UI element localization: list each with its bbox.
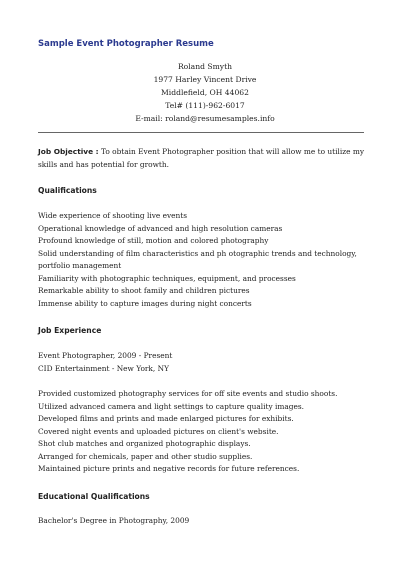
list-item: Immense ability to capture images during night concerts: [38, 298, 252, 308]
qualifications-list: [38, 210, 368, 310]
education-degree: Bachelor's Degree in Photography, 2009: [38, 516, 190, 525]
job-company: CID Entertainment - New York, NY: [38, 363, 169, 373]
job-position: Event Photographer, 2009 - Present: [38, 351, 173, 360]
education-heading: Educational Qualifications: [38, 492, 150, 501]
list-item: Arranged for chemicals, paper and other studio supplies.: [38, 451, 253, 461]
experience-heading: Job Experience: [38, 326, 102, 335]
objective-section: [38, 146, 368, 171]
contact-name: Roland Smyth: [177, 62, 233, 71]
objective-text: To obtain Event Photographer position that will allow me to utilize my skills and has potential for growth.: [38, 147, 365, 169]
list-item: Solid understanding of film characteristics and ph otographic trends and technology, portfolio management: [38, 248, 357, 270]
objective-label: Job Objective :: [38, 147, 99, 156]
header-divider: [38, 132, 364, 133]
list-item: Remarkable ability to shoot family and children pictures: [38, 286, 250, 295]
list-item: Developed films and prints and made enlarged pictures for exhibits.: [38, 414, 294, 423]
list-item: Operational knowledge of advanced and high resolution cameras: [38, 223, 283, 233]
education-block: [38, 515, 368, 528]
experience-duties-list: [38, 388, 368, 476]
list-item: Profound knowledge of still, motion and colored photography: [38, 236, 269, 245]
list-item: Provided customized photography services for off site events and studio shoots.: [38, 389, 338, 398]
contact-email: E-mail: roland@resumesamples.info: [135, 114, 275, 123]
contact-city: Middlefield, OH 44062: [161, 88, 249, 97]
list-item: Covered night events and uploaded pictures on client's website.: [38, 426, 279, 436]
list-item: Shot club matches and organized photographic displays.: [38, 439, 251, 448]
document-title: Sample Event Photographer Resume: [38, 39, 214, 49]
list-item: Familiarity with photographic techniques, equipment, and processes: [38, 273, 296, 283]
contact-block: [120, 60, 290, 125]
list-item: Utilized advanced camera and light settings to capture quality images.: [38, 401, 304, 411]
qualifications-heading: Qualifications: [38, 186, 97, 195]
list-item: Maintained picture prints and negative records for future references.: [38, 464, 300, 473]
experience-position-block: [38, 350, 368, 375]
list-item: Wide experience of shooting live events: [38, 211, 188, 220]
contact-phone: Tel# (111)-962-6017: [165, 101, 245, 110]
contact-street: 1977 Harley Vincent Drive: [153, 75, 257, 84]
